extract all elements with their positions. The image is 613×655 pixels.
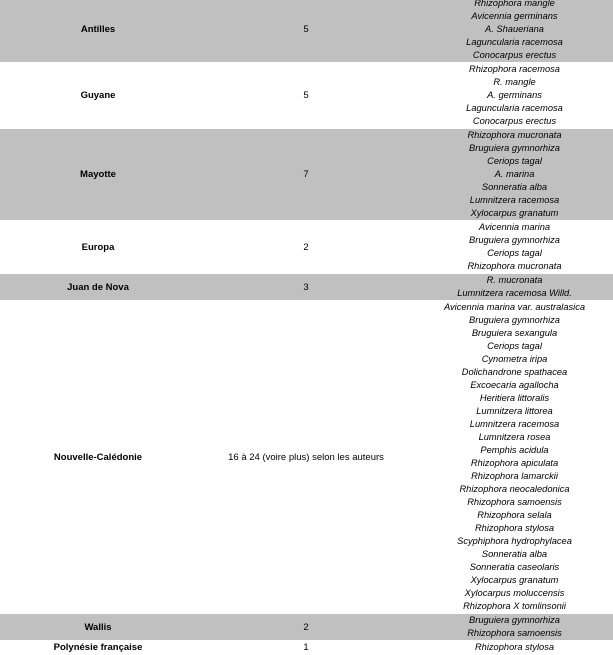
- species-count-cell: 5: [303, 90, 309, 101]
- species-name: Rhizophora mucronata: [467, 261, 562, 271]
- species-name: Bruguiera gymnorhiza: [469, 315, 560, 325]
- region-cell: Polynésie française: [53, 642, 143, 653]
- species-count-cell: 2: [303, 241, 309, 253]
- species-name: Sonneratia caseolaris: [469, 562, 560, 572]
- table-row: [0, 0, 613, 63]
- species-name: Lumnitzera racemosa: [469, 195, 560, 205]
- species-name: Ceriops tagal: [487, 341, 542, 351]
- species-name: Cynometra iripa: [481, 354, 548, 364]
- species-name: Lumnitzera racemosa: [469, 419, 560, 429]
- species-name: Scyphiphora hydrophylacea: [457, 536, 572, 546]
- species-name: Rhizophora mangle: [474, 0, 555, 8]
- species-name: Conocarpus erectus: [472, 50, 557, 60]
- species-list: [416, 614, 613, 640]
- region-cell: Guyane: [80, 90, 116, 101]
- species-name: Rhizophora samoensis: [467, 628, 562, 638]
- species-name: Rhizophora mucronata: [467, 130, 562, 140]
- species-name: Avicennia marina var. australasica: [443, 302, 586, 312]
- species-name: Rhizophora racemosa: [469, 64, 560, 74]
- species-name: Xylocarpus granatum: [470, 575, 559, 585]
- region-cell: Nouvelle-Calédonie: [53, 451, 143, 463]
- table-row: [0, 221, 613, 274]
- species-name: Lumnitzera littorea: [476, 406, 553, 416]
- species-name: Ceriops tagal: [487, 248, 542, 258]
- table-row: [0, 63, 613, 129]
- species-name: Rhizophora stylosa: [474, 523, 555, 533]
- region-cell: Wallis: [84, 621, 112, 633]
- species-name: Ceriops tagal: [487, 156, 542, 166]
- species-name: Dolichandrone spathacea: [461, 367, 568, 377]
- species-list: [416, 221, 613, 273]
- species-name: A. marina: [494, 169, 535, 179]
- species-count-cell: 7: [303, 169, 309, 180]
- species-name: Heritiera littoralis: [479, 393, 550, 403]
- species-list: [416, 63, 613, 128]
- species-name: A. germinans: [487, 90, 542, 100]
- species-list: [416, 129, 613, 220]
- region-cell: Antilles: [80, 24, 116, 35]
- table-row: [0, 614, 613, 641]
- species-name: A. Shaueriana: [485, 24, 544, 34]
- species-name: Lumnitzera rosea: [478, 432, 551, 442]
- species-name: Laguncularia racemosa: [466, 103, 563, 113]
- species-list: [416, 274, 613, 300]
- species-count-cell: 1: [303, 642, 309, 653]
- species-count-cell: 16 à 24 (voire plus) selon les auteurs: [228, 451, 384, 463]
- species-name: Pemphis acidula: [480, 445, 549, 455]
- species-name: Conocarpus erectus: [472, 116, 557, 126]
- species-count-cell: 5: [303, 24, 309, 35]
- species-name: Rhizophora apiculata: [470, 458, 559, 468]
- species-name: Avicennia germinans: [471, 11, 558, 21]
- species-name: Sonneratia alba: [481, 549, 548, 559]
- region-cell: Europa: [81, 241, 115, 253]
- species-name: Rhizophora X tomlinsonii: [463, 601, 566, 611]
- species-list: [416, 641, 613, 654]
- table-row: [0, 274, 613, 301]
- table-row: [0, 129, 613, 221]
- species-list: [416, 301, 613, 613]
- species-name: Bruguiera gymnorhiza: [469, 235, 560, 245]
- table-row: [0, 301, 613, 614]
- species-count-cell: 3: [303, 281, 309, 293]
- species-count-cell: 2: [303, 621, 309, 633]
- species-name: Excoecaria agallocha: [470, 380, 559, 390]
- species-name: R. mangle: [493, 77, 536, 87]
- region-cell: Mayotte: [80, 169, 116, 180]
- species-name: Xylocarpus granatum: [470, 208, 559, 218]
- region-cell: Juan de Nova: [67, 281, 129, 293]
- species-name: Rhizophora lamarckii: [471, 471, 558, 481]
- species-name: Avicennia marina: [478, 222, 551, 232]
- species-name: Xylocarpus moluccensis: [464, 588, 565, 598]
- species-name: Sonneratia alba: [481, 182, 548, 192]
- species-list: [416, 0, 613, 62]
- species-name: Bruguiera gymnorhiza: [469, 615, 560, 625]
- species-name: Laguncularia racemosa: [466, 37, 563, 47]
- species-name: R. mucronata: [486, 275, 543, 285]
- species-name: Rhizophora stylosa: [474, 642, 555, 652]
- species-name: Lumnitzera racemosa Willd.: [457, 288, 572, 298]
- species-name: Rhizophora selala: [477, 510, 552, 520]
- species-name: Bruguiera sexangula: [471, 328, 558, 338]
- species-name: Rhizophora samoensis: [467, 497, 562, 507]
- species-name: Bruguiera gymnorhiza: [469, 143, 560, 153]
- table-row: [0, 641, 613, 655]
- species-name: Rhizophora neocaledonica: [459, 484, 570, 494]
